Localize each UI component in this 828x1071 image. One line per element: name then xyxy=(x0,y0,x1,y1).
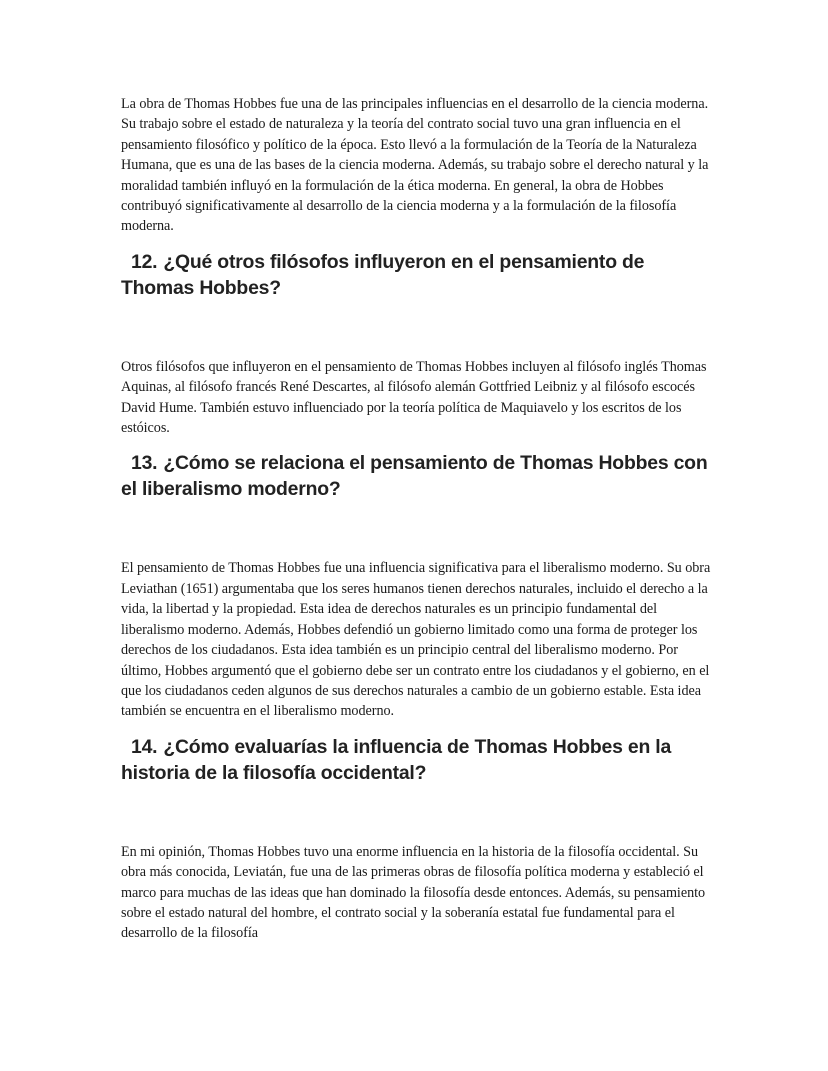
answer-12-paragraph: Otros filósofos que influyeron en el pensamiento de Thomas Hobbes incluyen al filósofo inglés Thomas Aquinas, al filósofo francés René Descartes, al filósofo alemán Gottfried Leibniz y al filósofo escocés David Hume. También estuvo influenciado por la teoría política de Maquiavelo y los escritos de los estóicos. xyxy=(121,358,707,437)
question-13-number: 13. xyxy=(131,452,158,475)
answer-14-paragraph: En mi opinión, Thomas Hobbes tuvo una enorme influencia en la historia de la filosofía occidental. Su obra más conocida, Leviatán, fue una de las primeras obras de filosofía política moderna y estableció el marco para muchas de las ideas que han dominado la filosofía desde entonces. Además, su pensamiento sobre el estado natural del hombre, el contrato social y la soberanía estatal fue fundamental para el desarrollo de la filosofía xyxy=(121,843,706,942)
question-14-heading xyxy=(121,734,711,786)
question-12-heading xyxy=(121,249,711,301)
question-12-text: ¿Qué otros filósofos influyeron en el pensamiento de Thomas Hobbes? xyxy=(121,250,645,299)
question-12-number: 12. xyxy=(131,250,158,273)
answer-13-paragraph: El pensamiento de Thomas Hobbes fue una influencia significativa para el liberalismo moderno. Su obra Leviathan (1651) argumentaba que los seres humanos tienen derechos naturales, incluido el derecho a la vida, la libertad y la propiedad. Esta idea de derechos naturales es un principio fundamental del liberalismo moderno. Además, Hobbes defendió un gobierno limitado como una forma de proteger los derechos de los ciudadanos. Esta idea también es un principio central del liberalismo moderno. Por último, Hobbes argumentó que el gobierno debe ser un contrato entre los ciudadanos y el gobierno, en el que los ciudadanos ceden algunos de sus derechos naturales a cambio de un gobierno estable. Esta idea también se encuentra en el liberalismo moderno. xyxy=(121,560,711,720)
question-14-number: 14. xyxy=(131,735,158,758)
document-page xyxy=(121,94,711,944)
question-13-heading xyxy=(121,450,711,502)
question-14-text: ¿Cómo evaluarías la influencia de Thomas Hobbes en la historia de la filosofía occidental? xyxy=(121,735,672,784)
question-13-text: ¿Cómo se relaciona el pensamiento de Thomas Hobbes con el liberalismo moderno? xyxy=(121,452,708,501)
intro-paragraph: La obra de Thomas Hobbes fue una de las principales influencias en el desarrollo de la ciencia moderna. Su trabajo sobre el estado de naturaleza y la teoría del contrato social tuvo una gran influencia en el pensamiento filosófico y político de la época. Esto llevó a la formulación de la Teoría de la Naturaleza Humana, que es una de las bases de la ciencia moderna. Además, su trabajo sobre el derecho natural y la moralidad también influyó en la formulación de la ética moderna. En general, la obra de Hobbes contribuyó significativamente al desarrollo de la ciencia moderna y a la formulación de la filosofía moderna. xyxy=(121,96,709,235)
